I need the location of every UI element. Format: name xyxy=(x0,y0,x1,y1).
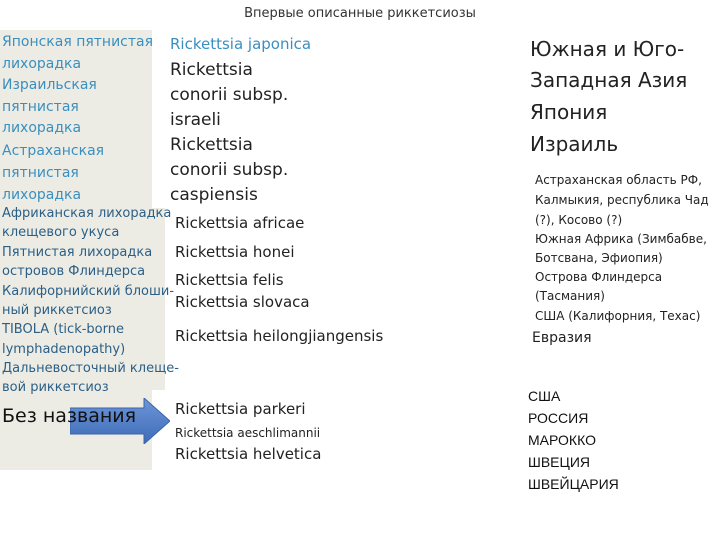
region-line: Южная Африка (Зимбабве, xyxy=(535,232,707,246)
country-line: США xyxy=(528,388,561,404)
country-line: ШВЕЙЦАРИЯ xyxy=(528,476,619,492)
pathogen-line: Rickettsia parkeri xyxy=(175,400,306,418)
pathogen-line: Rickettsia africae xyxy=(175,214,305,232)
pathogen-line: Rickettsia heilongjiangensis xyxy=(175,327,384,345)
disease-line: клещевого укуса xyxy=(2,225,120,240)
disease-line: пятнистая xyxy=(2,165,79,181)
pathogen-line: conorii subsp. xyxy=(170,85,289,105)
region-eurasia: Евразия xyxy=(532,330,592,346)
region-line: Астраханская область РФ, xyxy=(535,173,702,187)
region-line: Ботсвана, Эфиопия) xyxy=(535,251,663,265)
disease-line: лихорадка xyxy=(2,56,82,72)
disease-line: пятнистая xyxy=(2,99,79,115)
disease-line: Калифорнийский блоши- xyxy=(2,284,175,299)
disease-line: Израильская xyxy=(2,77,97,93)
disease-line: лихорадка xyxy=(2,187,82,203)
pathogen-line: Rickettsia honei xyxy=(175,243,295,261)
pathogen-line: Rickettsia aeschlimannii xyxy=(175,426,321,440)
region-line: Калмыкия, республика Чад xyxy=(535,193,709,207)
region-line: Западная Азия xyxy=(530,68,688,92)
pathogen-line: Rickettsia xyxy=(170,60,253,80)
pathogen-line: Rickettsia slovaca xyxy=(175,293,310,311)
disease-line: Африканская лихорадка xyxy=(2,206,172,221)
disease-line: ный риккетсиоз xyxy=(2,303,112,318)
country-line: МАРОККО xyxy=(528,432,596,448)
pathogen-line: Rickettsia felis xyxy=(175,271,284,289)
region-line: Южная и Юго- xyxy=(530,37,685,61)
disease-line: лихорадка xyxy=(2,120,82,136)
region-line: (Тасмания) xyxy=(535,289,605,303)
pathogen-line: Rickettsia helvetica xyxy=(175,445,322,463)
disease-line: Пятнистая лихорадка xyxy=(2,245,153,260)
country-line: РОССИЯ xyxy=(528,410,589,426)
region-line: Япония xyxy=(530,100,608,124)
region-line: (?), Косово (?) xyxy=(535,213,623,227)
region-line: Острова Флиндерса xyxy=(535,270,663,284)
disease-line: вой риккетсиоз xyxy=(2,380,109,395)
pathogen-line: caspiensis xyxy=(170,185,258,205)
pathogen-line: israeli xyxy=(170,110,221,130)
pathogen-line: Rickettsia xyxy=(170,135,253,155)
disease-line: Астраханская xyxy=(2,143,105,159)
slide-title: Впервые описанные риккетсиозы xyxy=(244,6,476,21)
disease-line: Японская пятнистая xyxy=(2,34,154,50)
no-name-label: Без названия xyxy=(2,405,137,427)
disease-line: lymphadenopathy) xyxy=(2,342,126,357)
pathogen-line: Rickettsia japonica xyxy=(170,35,312,53)
disease-line: TIBOLA (tick-borne xyxy=(2,322,124,337)
pathogen-line: conorii subsp. xyxy=(170,160,289,180)
country-line: ШВЕЦИЯ xyxy=(528,454,591,470)
region-line: США (Калифорния, Техас) xyxy=(535,309,701,323)
region-line: Израиль xyxy=(530,132,619,156)
disease-line: островов Флиндерса xyxy=(2,264,146,279)
disease-line: Дальневосточный клеще- xyxy=(2,361,179,376)
